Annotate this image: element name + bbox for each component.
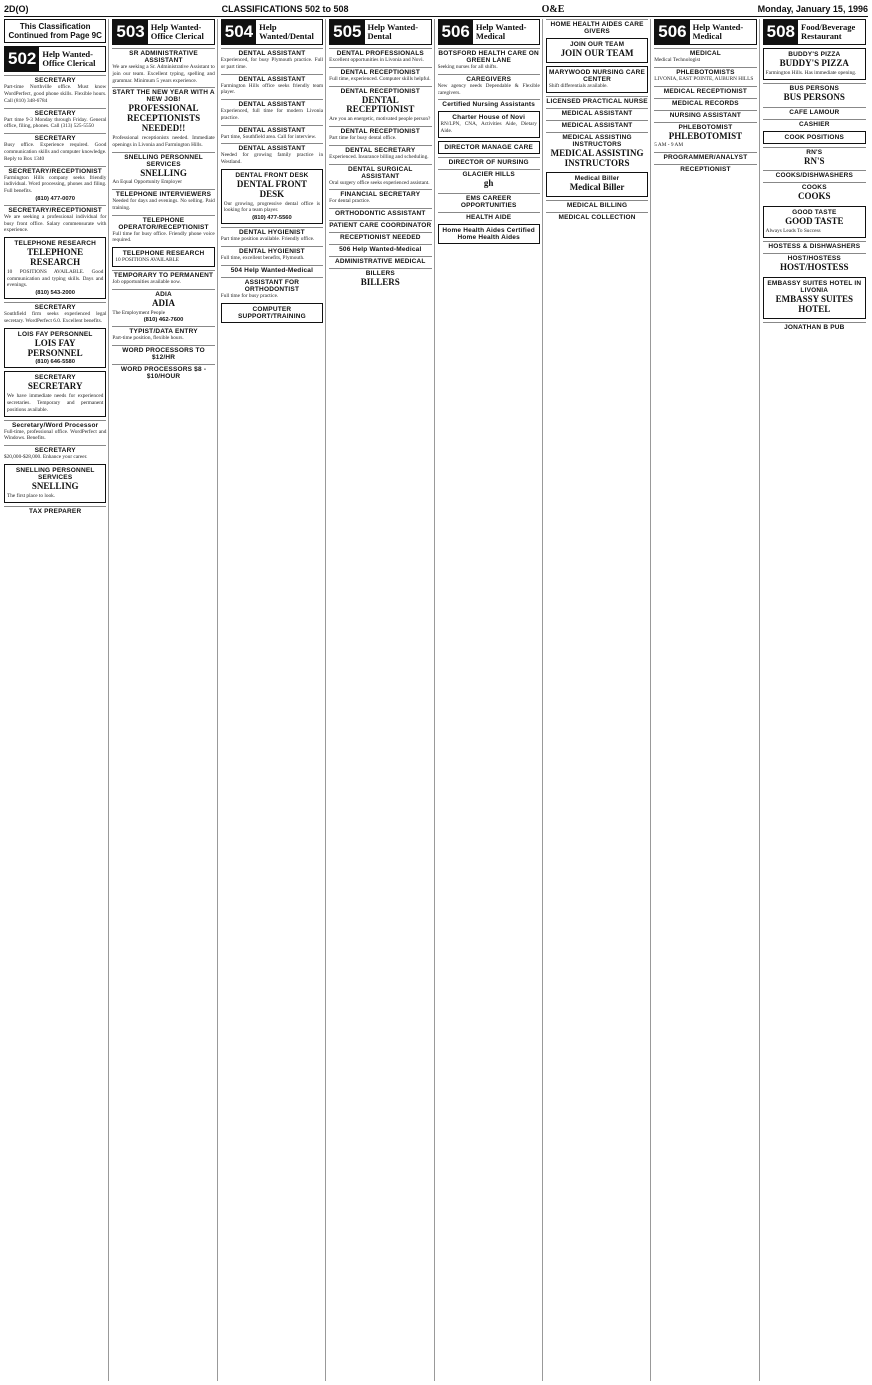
classified-ad xyxy=(329,256,431,265)
section-title: Food/Beverage Restaurant xyxy=(801,22,856,41)
ad-display-text: SNELLING xyxy=(140,167,187,178)
classified-ad xyxy=(763,253,866,274)
ad-display-text: JOIN OUR TEAM xyxy=(560,48,634,58)
ad-headline: HOME HEALTH AIDES CARE GIVERS xyxy=(550,21,644,35)
ad-headline: PHLEBOTOMIST xyxy=(678,123,733,131)
classified-ad xyxy=(4,302,106,325)
ad-headline: DENTAL SURGICAL ASSISTANT xyxy=(348,165,413,180)
classified-ad xyxy=(329,232,431,241)
ad-body: Oral surgery office seeks experienced assistant. xyxy=(329,179,430,186)
section-title: Help Wanted- Medical xyxy=(475,22,527,41)
classified-ad xyxy=(329,48,431,64)
ad-body: Always Leads To Success xyxy=(765,228,821,235)
ad-headline: MEDICAL COLLECTION xyxy=(558,214,636,222)
ad-headline: COOKS xyxy=(801,184,827,192)
ad-headline: DENTAL SECRETARY xyxy=(345,146,416,154)
ad-body: Shift differentials available. xyxy=(548,82,608,89)
classified-ad xyxy=(221,246,323,262)
ad-body: Part-time position, flexible hours. xyxy=(112,335,184,342)
classified-ad xyxy=(654,110,756,119)
ad-body: Part-time Northville office. Must know WordPerfect, good phone skills. Flexible hours. Call (810) 348-6784 xyxy=(4,84,107,104)
ad-contact: (810) 462-7600 xyxy=(143,317,184,324)
ad-headline: Secretary/Word Processor xyxy=(12,421,99,429)
column xyxy=(438,19,543,1381)
ad-body: The Employment People xyxy=(112,309,166,316)
ad-body: Part time, Southfield area. Call for interview. xyxy=(220,133,317,140)
classified-ad xyxy=(221,277,323,300)
classified-ad xyxy=(329,126,431,142)
ad-body: 10 POSITIONS AVAILABLE xyxy=(115,257,180,264)
classified-ad xyxy=(329,220,431,229)
classified-ad xyxy=(763,48,866,80)
ad-headline: PATIENT CARE COORDINATOR xyxy=(329,222,432,230)
classified-ad xyxy=(763,131,866,144)
classified-ad xyxy=(546,172,648,197)
ad-body: Full-time, professional office. WordPerfect and Windows. Benefits. xyxy=(4,428,107,442)
column xyxy=(546,19,651,1381)
ad-body: Excellent opportunities in Livonia and Novi. xyxy=(329,57,424,63)
classified-ad xyxy=(654,98,756,107)
classified-ad xyxy=(763,206,866,238)
classified-ad xyxy=(763,277,866,319)
classified-ad xyxy=(763,83,866,104)
ad-display-text: MEDICAL ASSISTING INSTRUCTORS xyxy=(550,147,644,168)
ad-body: LIVONIA, EAST POINTE, AUBURN HILLS xyxy=(654,75,754,82)
ad-display-text: BUDDY'S PIZZA xyxy=(779,58,849,68)
ad-headline: COOK POSITIONS xyxy=(784,133,845,141)
ad-headline: 506 Help Wanted-Medical xyxy=(339,246,422,254)
ad-headline: EMS CAREER OPPORTUNITIES xyxy=(460,194,517,209)
ad-body: Our growing, progressive dental office is looking for a team player. xyxy=(223,200,321,214)
ad-contact: (810) 646-5580 xyxy=(35,359,76,366)
ad-headline: LOIS FAY PERSONNEL xyxy=(17,330,93,338)
ad-headline: TELEPHONE OPERATOR/RECEPTIONIST xyxy=(118,216,209,231)
ad-headline: START THE NEW YEAR WITH A NEW JOB! xyxy=(112,89,215,104)
ad-display-text: EMBASSY SUITES HOTEL xyxy=(775,293,854,314)
classified-ad xyxy=(221,265,323,274)
ad-body: Part time position available. Friendly office. xyxy=(220,236,315,243)
section-heading xyxy=(112,19,214,45)
classified-ad xyxy=(4,445,106,461)
ad-display-text: PROFESSIONAL RECEPTIONISTS NEEDED!! xyxy=(127,103,201,134)
classified-ad xyxy=(546,96,648,105)
ad-display-text: GOOD TASTE xyxy=(785,216,844,227)
ad-headline: ADMINISTRATIVE MEDICAL xyxy=(335,258,426,266)
ad-body: New agency needs Dependable & Flexible caregivers. xyxy=(437,82,540,96)
ad-headline: Home Health Aides Certified Home Health Aides xyxy=(442,226,535,241)
classified-ad xyxy=(112,87,214,148)
classified-ad xyxy=(4,108,106,131)
section-heading xyxy=(221,19,323,45)
classified-ad xyxy=(438,224,540,244)
classified-ad xyxy=(438,157,540,166)
ad-headline: LICENSED PRACTICAL NURSE xyxy=(546,97,648,105)
classified-ad xyxy=(4,464,106,503)
classified-ad xyxy=(763,107,866,116)
ad-body: Medical Technologist xyxy=(654,57,701,63)
classified-ad xyxy=(4,205,106,234)
section-title: Help Wanted- Office Clerical xyxy=(150,22,204,41)
ad-headline: CASHIER xyxy=(798,120,830,128)
ad-display-text: COOKS xyxy=(798,191,831,202)
ad-body: RN/LPN, CNA, Activities Aide, Dietary Aide. xyxy=(440,121,537,135)
ad-contact: (810) 543-2000 xyxy=(35,290,76,297)
ad-display-text: PHLEBOTOMIST xyxy=(668,130,743,141)
ad-headline: SECRETARY xyxy=(34,374,76,382)
classified-ad xyxy=(112,345,214,361)
classified-ad xyxy=(546,38,648,63)
ad-headline: RECEPTIONIST xyxy=(680,166,731,174)
ad-body: Experienced, full time for modern Livonia practice. xyxy=(220,108,324,121)
classified-ad xyxy=(438,141,540,154)
classified-ad xyxy=(763,182,866,203)
ad-headline: WORD PROCESSORS TO $12/HR xyxy=(122,347,205,362)
issue-date: Monday, January 15, 1996 xyxy=(757,4,868,14)
ad-headline: BUDDY'S PIZZA xyxy=(788,51,841,58)
ad-body: Full time, excellent benefits, Plymouth. xyxy=(220,254,305,261)
ad-headline: DIRECTOR MANAGE CARE xyxy=(444,143,534,151)
ad-headline: DENTAL RECEPTIONIST xyxy=(340,87,421,95)
ad-headline: TAX PREPARER xyxy=(29,507,82,515)
classified-ad xyxy=(112,270,214,286)
section-number: 508 xyxy=(764,20,798,44)
ad-headline: TELEPHONE RESEARCH xyxy=(122,250,205,258)
column xyxy=(329,19,434,1381)
classified-ad xyxy=(438,99,540,108)
ad-headline: MEDICAL ASSISTANT xyxy=(561,109,633,117)
ad-contact: (810) 477-5560 xyxy=(252,215,292,222)
classified-ad xyxy=(329,86,431,124)
classified-ad xyxy=(654,86,756,95)
section-heading xyxy=(654,19,756,45)
ad-body: We are seeking a Sr. Administrative Assistant to join our team. Excellent typing, spelling and grammar. Minimum 5 years experience. xyxy=(112,64,215,84)
ad-headline: HOST/HOSTESS xyxy=(787,254,841,262)
ad-headline: DENTAL ASSISTANT xyxy=(238,101,306,109)
ad-display-text: LOIS FAY PERSONNEL xyxy=(27,337,83,358)
ad-headline: TELEPHONE INTERVIEWERS xyxy=(115,191,212,199)
classified-ad xyxy=(546,212,648,221)
section-heading xyxy=(4,46,106,72)
ad-headline: ADIA xyxy=(155,290,172,298)
classified-ad xyxy=(221,303,323,323)
classified-ad xyxy=(112,189,214,212)
classified-ad xyxy=(438,212,540,221)
ad-body: Part time for busy dental office. xyxy=(329,135,397,142)
ad-headline: Certified Nursing Assistants xyxy=(442,101,536,109)
ad-headline: PROGRAMMER/ANALYST xyxy=(663,154,748,162)
classified-ad xyxy=(221,48,323,71)
section-number: 506 xyxy=(655,20,689,44)
classified-ad xyxy=(763,322,866,331)
ad-body: Experienced, for busy Plymouth practice. Full or part time. xyxy=(220,57,324,70)
ad-headline: CAFE LAMOUR xyxy=(789,108,840,116)
ad-headline: SECRETARY xyxy=(34,447,76,455)
ad-body: Needed for days and evenings. No selling. Paid training. xyxy=(112,198,215,211)
ad-body: An Equal Opportunity Employer xyxy=(112,179,182,186)
ad-headline: DENTAL ASSISTANT xyxy=(238,50,306,57)
classified-ad xyxy=(112,215,214,245)
classified-ad xyxy=(4,371,106,416)
classified-columns xyxy=(4,19,868,1381)
ad-headline: SECRETARY xyxy=(34,109,76,117)
ad-headline: 504 Help Wanted-Medical xyxy=(230,266,314,274)
ad-headline: GOOD TASTE xyxy=(792,209,837,217)
section-heading xyxy=(329,19,431,45)
ad-body: Part time 9-3 Monday through Friday. General office, filing, phones. Call (313) 525-5550 xyxy=(4,116,107,130)
ad-headline: SECRETARY xyxy=(34,77,76,85)
ad-headline: TYPIST/DATA ENTRY xyxy=(129,328,198,336)
column xyxy=(221,19,326,1381)
ad-body: For dental practice. xyxy=(329,198,371,205)
classified-ad xyxy=(438,193,540,209)
classified-ad xyxy=(112,247,214,267)
classified-ad xyxy=(438,74,540,97)
classified-ad xyxy=(654,164,756,173)
ad-body: Are you an energetic, motivated people person? xyxy=(329,116,431,123)
classified-ad xyxy=(763,170,866,179)
classified-ad xyxy=(112,152,214,187)
classified-ad xyxy=(654,152,756,161)
ad-body: 10 POSITIONS AVAILABLE. Good communication and typing skills. Days and evenings. xyxy=(7,268,104,289)
ad-body: Farmington Hills company seeks friendly individual. Word processing, phones and filing. Full benefits. xyxy=(4,174,107,195)
publication: O&E xyxy=(541,3,565,15)
classified-ad xyxy=(546,120,648,129)
ad-display-text: ADIA xyxy=(152,297,176,308)
ad-headline: SNELLING PERSONNEL SERVICES xyxy=(15,466,95,481)
classified-ad xyxy=(329,67,431,83)
ad-headline: JOIN OUR TEAM xyxy=(569,41,625,48)
ad-headline: TELEPHONE RESEARCH xyxy=(14,240,96,248)
ad-headline: DENTAL ASSISTANT xyxy=(238,75,306,83)
ad-headline: MEDICAL RECORDS xyxy=(672,99,739,107)
ad-body: Seeking nurses for all shifts. xyxy=(437,64,498,70)
ad-display-text: Medical Biller xyxy=(569,182,625,193)
ad-headline: DIRECTOR OF NURSING xyxy=(448,158,529,166)
ad-headline: COOKS/DISHWASHERS xyxy=(775,172,854,180)
section-number: 503 xyxy=(113,20,147,44)
classified-ad xyxy=(112,364,214,380)
ad-display-text: SECRETARY xyxy=(27,381,83,392)
ad-contact: (810) 477-0070 xyxy=(35,195,76,202)
classified-ad xyxy=(763,147,866,168)
ad-headline: COMPUTER SUPPORT/TRAINING xyxy=(238,305,306,320)
ad-display-text: SNELLING xyxy=(31,480,79,491)
classified-ad xyxy=(763,119,866,128)
ad-headline: MEDICAL ASSISTING INSTRUCTORS xyxy=(562,133,632,148)
classified-ad xyxy=(4,166,106,202)
column xyxy=(112,19,217,1381)
classified-ad xyxy=(4,237,106,299)
classified-ad xyxy=(546,19,648,35)
ad-headline: ORTHODONTIC ASSISTANT xyxy=(335,210,426,218)
ad-headline: SR ADMINISTRATIVE ASSISTANT xyxy=(129,50,198,64)
ad-headline: DENTAL ASSISTANT xyxy=(238,126,306,134)
classified-ad xyxy=(112,326,214,342)
ad-headline: DENTAL RECEPTIONIST xyxy=(340,128,421,136)
ad-headline: BILLERS xyxy=(365,270,395,278)
continued-notice: This Classification Continued from Page 9C xyxy=(4,19,106,43)
ad-headline: HOSTESS & DISHWASHERS xyxy=(768,242,861,250)
section-title: Help Wanted- Office Clerical xyxy=(42,49,96,69)
column xyxy=(763,19,868,1381)
ad-headline: SECRETARY/RECEPTIONIST xyxy=(8,206,102,214)
ad-headline: SNELLING PERSONNEL SERVICES xyxy=(124,153,203,168)
ad-display-text: RN'S xyxy=(804,155,825,166)
classified-ad xyxy=(4,328,106,369)
ad-body: Job opportunities available now. xyxy=(112,278,181,285)
ad-body: Full time for busy practice. xyxy=(220,292,279,299)
page-header xyxy=(4,2,868,17)
ad-display-text: gh xyxy=(483,177,494,188)
ad-headline: RECEPTIONIST NEEDED xyxy=(339,234,421,242)
ad-headline: DENTAL FRONT DESK xyxy=(235,171,309,179)
ad-headline: ASSISTANT FOR ORTHODONTIST xyxy=(244,278,300,293)
page-number: 2D(O) xyxy=(4,4,29,14)
ad-body: We have immediate needs for experienced secretaries. Temporary and permanent positions available. xyxy=(7,393,104,413)
ad-display-text: BUS PERSONS xyxy=(783,91,845,102)
ad-body: Farmington Hills office seeks friendly team player. xyxy=(220,82,324,96)
ad-display-text: HOST/HOSTESS xyxy=(780,261,849,272)
classified-ad xyxy=(221,99,323,122)
ad-display-text: DENTAL RECEPTIONIST xyxy=(346,94,415,115)
ad-headline: CAREGIVERS xyxy=(466,75,512,83)
classified-ad xyxy=(546,66,648,93)
ad-body: The first place to look. xyxy=(7,492,56,499)
classified-ad xyxy=(112,289,214,324)
ad-headline: DENTAL HYGIENIST xyxy=(239,247,305,255)
classified-ad xyxy=(329,145,431,161)
classified-ad xyxy=(438,169,540,190)
ad-headline: SECRETARY xyxy=(34,304,76,312)
ad-headline: SECRETARY xyxy=(34,135,76,143)
classified-ad xyxy=(438,48,540,71)
classified-ad xyxy=(763,241,866,250)
section-title: Help Wanted/Dental xyxy=(259,22,314,41)
ad-headline: BUS PERSONS xyxy=(789,84,840,92)
section-number: 505 xyxy=(330,20,364,44)
classified-ad xyxy=(329,208,431,217)
classified-ad xyxy=(654,122,756,150)
ad-headline: SECRETARY/RECEPTIONIST xyxy=(8,167,102,175)
section-range: CLASSIFICATIONS 502 to 508 xyxy=(221,4,349,14)
classified-ad xyxy=(4,133,106,162)
classified-ad xyxy=(221,74,323,97)
ad-headline: EMBASSY SUITES HOTEL IN LIVONIA xyxy=(767,279,862,294)
ad-headline: DENTAL PROFESSIONALS xyxy=(336,50,424,57)
section-number: 502 xyxy=(5,47,39,71)
classified-ad xyxy=(546,200,648,209)
ad-headline: MARYWOOD NURSING CARE CENTER xyxy=(549,68,646,83)
section-title: Help Wanted- Medical xyxy=(692,22,744,41)
classified-ad xyxy=(4,75,106,104)
classified-ad xyxy=(329,244,431,253)
ad-headline: WORD PROCESSORS $8 - $10/HOUR xyxy=(120,366,207,381)
classified-ad xyxy=(654,48,756,64)
ad-headline: GLACIER HILLS xyxy=(462,170,515,178)
classified-ad xyxy=(329,189,431,205)
classified-ad xyxy=(221,125,323,141)
ad-headline: RN'S xyxy=(806,148,823,156)
ad-headline: DENTAL RECEPTIONIST xyxy=(340,68,421,76)
classified-ad xyxy=(546,132,648,170)
classified-ad xyxy=(221,143,323,166)
ad-display-text: TELEPHONE RESEARCH xyxy=(27,247,84,267)
section-number: 504 xyxy=(222,20,256,44)
section-number: 506 xyxy=(439,20,473,44)
ad-headline: MEDICAL BILLING xyxy=(566,202,628,210)
ad-headline: MEDICAL RECEPTIONIST xyxy=(663,87,748,95)
ad-headline: NURSING ASSISTANT xyxy=(669,111,742,119)
section-heading xyxy=(763,19,866,45)
ad-headline: DENTAL ASSISTANT xyxy=(238,145,306,153)
classified-ad xyxy=(654,67,756,83)
ad-body: 5 AM - 9 AM xyxy=(654,142,684,149)
classified-ad xyxy=(329,268,431,289)
ad-headline: BOTSFORD HEALTH CARE ON GREEN LANE xyxy=(438,50,539,64)
ad-headline: JONATHAN B PUB xyxy=(784,323,845,331)
ad-headline: Charter House of Novi xyxy=(452,114,526,122)
ad-headline: DENTAL HYGIENIST xyxy=(239,229,305,237)
ad-display-text: BILLERS xyxy=(360,277,400,288)
ad-body: $20,000-$28,000. Enhance your career. xyxy=(4,454,88,461)
ad-body: Full time, experienced. Computer skills helpful. xyxy=(329,75,431,82)
ad-headline: MEDICAL ASSISTANT xyxy=(561,121,633,129)
ad-body: We are seeking a professional individual for busy front office. Salary commensurate with experience. xyxy=(4,213,107,234)
ad-body: Full time for busy office. Friendly phone voice required. xyxy=(112,230,215,244)
ad-body: Experienced. Insurance billing and scheduling. xyxy=(329,153,429,160)
ad-headline: TEMPORARY TO PERMANENT xyxy=(113,271,214,279)
ad-headline: HEALTH AIDE xyxy=(466,213,512,221)
ad-headline: PHLEBOTOMISTS xyxy=(676,68,735,76)
ad-headline: MEDICAL xyxy=(689,50,721,57)
classified-ad xyxy=(221,227,323,243)
classified-ad xyxy=(221,169,323,224)
classified-ad xyxy=(112,48,214,84)
ad-body: Professional receptionists needed. Immediate openings in Livonia and Farmington Hills. xyxy=(112,134,215,148)
classified-ad xyxy=(438,111,540,138)
column xyxy=(654,19,759,1381)
classified-ad xyxy=(546,108,648,117)
section-heading xyxy=(438,19,540,45)
section-title: Help Wanted-Dental xyxy=(367,22,419,41)
ad-headline: FINANCIAL SECRETARY xyxy=(340,191,421,199)
ad-body: Southfield firm seeks experienced legal secretary. WordPerfect 6.0. Excellent benefits. xyxy=(4,311,107,324)
ad-body: Busy office. Experience required. Good communication skills and computer knowledge. Reply to Box 1340 xyxy=(4,142,107,162)
classified-ad xyxy=(4,506,106,515)
classified-ad xyxy=(4,420,106,443)
column xyxy=(4,19,109,1381)
ad-body: Needed for growing family practice in Westland. xyxy=(220,152,324,166)
classified-ad xyxy=(329,164,431,187)
ad-headline: Medical Biller xyxy=(574,175,620,183)
ad-display-text: DENTAL FRONT DESK xyxy=(236,178,307,199)
ad-body: Farmington Hills. Has immediate opening. xyxy=(765,69,857,76)
